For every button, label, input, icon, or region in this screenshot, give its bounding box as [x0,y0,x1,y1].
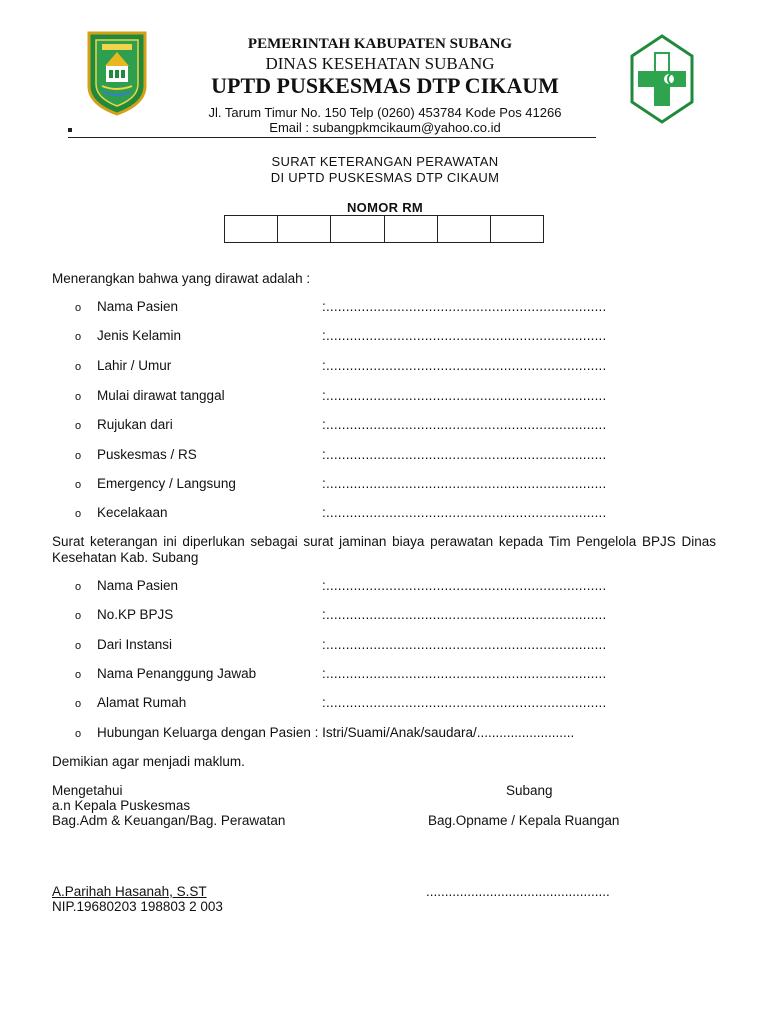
field-label: Nama Pasien [97,578,179,593]
bullet-icon: o [75,450,82,462]
header-divider [68,137,596,138]
field-label: Kecelakaan [97,505,168,520]
signature-left-heading: Mengetahui [52,783,123,798]
header-email: Email : subangpkmcikaum@yahoo.co.id [269,120,501,135]
field-label: Alamat Rumah [97,695,187,710]
fill-line[interactable]: :....................................................................... [322,299,607,314]
rm-digit-box[interactable] [278,216,331,242]
bullet-icon: o [75,391,82,403]
signature-left-department: Bag.Adm & Keuangan/Bag. Perawatan [52,813,286,828]
bullet-icon: o [75,508,82,520]
field-label: Mulai dirawat tanggal [97,388,225,403]
header-mark [68,128,72,132]
field-label: Jenis Kelamin [97,328,182,343]
field-label: Nama Pasien [97,299,179,314]
signature-right-place: Subang [506,783,553,798]
fill-line[interactable]: :....................................................................... [322,578,607,593]
header-department-line: DINAS KESEHATAN SUBANG [265,54,495,73]
bullet-icon: o [75,610,82,622]
signature-left-role: a.n Kepala Puskesmas [52,798,191,813]
bullet-icon: o [75,361,82,373]
bullet-icon: o [75,698,82,710]
field-label: Rujukan dari [97,417,173,432]
rm-digit-box[interactable] [331,216,384,242]
field-label: No.KP BPJS [97,607,174,622]
field-label: Puskesmas / RS [97,447,197,462]
subang-regency-emblem-icon [86,30,148,116]
bullet-icon: o [75,302,82,314]
relation-line[interactable]: Hubungan Keluarga dengan Pasien : Istri/Suami/Anak/saudara/.......................... [97,725,575,740]
bullet-icon: o [75,479,82,491]
document-title: SURAT KETERANGAN PERAWATAN [271,154,499,169]
signature-right-department: Bag.Opname / Kepala Ruangan [428,813,620,828]
header-government-line: PEMERINTAH KABUPATEN SUBANG [247,36,513,52]
rm-digit-box[interactable] [438,216,491,242]
fill-line[interactable]: :....................................................................... [322,476,607,491]
bullet-icon: o [75,640,82,652]
fill-line[interactable]: :....................................................................... [322,388,607,403]
closing-text: Demikian agar menjadi maklum. [52,754,245,769]
bullet-icon: o [75,728,82,740]
header-address: Jl. Tarum Timur No. 150 Telp (0260) 453784 Kode Pos 41266 [208,105,562,120]
fill-line[interactable]: :....................................................................... [322,607,607,622]
rm-digit-box[interactable] [225,216,278,242]
puskesmas-cross-logo-icon [628,34,696,124]
signature-left-nip: NIP.19680203 198803 2 003 [52,899,223,914]
field-label: Nama Penanggung Jawab [97,666,257,681]
fill-line[interactable]: :....................................................................... [322,328,607,343]
fill-line[interactable]: :....................................................................... [322,695,607,710]
signature-left-name: A.Parihah Hasanah, S.ST [52,884,207,899]
nomor-rm-label: NOMOR RM [346,200,424,215]
fill-line[interactable]: :....................................................................... [322,637,607,652]
purpose-paragraph: Surat keterangan ini diperlukan sebagai surat jaminan biaya perawatan kepada Tim Pengelola BPJS Dinas Kesehatan Kab. Subang [52,534,716,565]
intro-text: Menerangkan bahwa yang dirawat adalah : [52,271,311,286]
signature-right-name-line[interactable]: ................................................. [426,884,610,899]
fill-line[interactable]: :....................................................................... [322,666,607,681]
fill-line[interactable]: :....................................................................... [322,358,607,373]
document-subtitle: DI UPTD PUSKESMAS DTP CIKAUM [270,170,500,185]
nomor-rm-boxes[interactable] [224,215,544,243]
rm-digit-box[interactable] [385,216,438,242]
bullet-icon: o [75,669,82,681]
header-institution-name: UPTD PUSKESMAS DTP CIKAUM [211,73,559,98]
rm-digit-box[interactable] [491,216,543,242]
field-label: Lahir / Umur [97,358,172,373]
field-label: Emergency / Langsung [97,476,236,491]
bullet-icon: o [75,581,82,593]
fill-line[interactable]: :....................................................................... [322,417,607,432]
fill-line[interactable]: :....................................................................... [322,447,607,462]
bullet-icon: o [75,331,82,343]
fill-line[interactable]: :....................................................................... [322,505,607,520]
bullet-icon: o [75,420,82,432]
field-label: Dari Instansi [97,637,173,652]
